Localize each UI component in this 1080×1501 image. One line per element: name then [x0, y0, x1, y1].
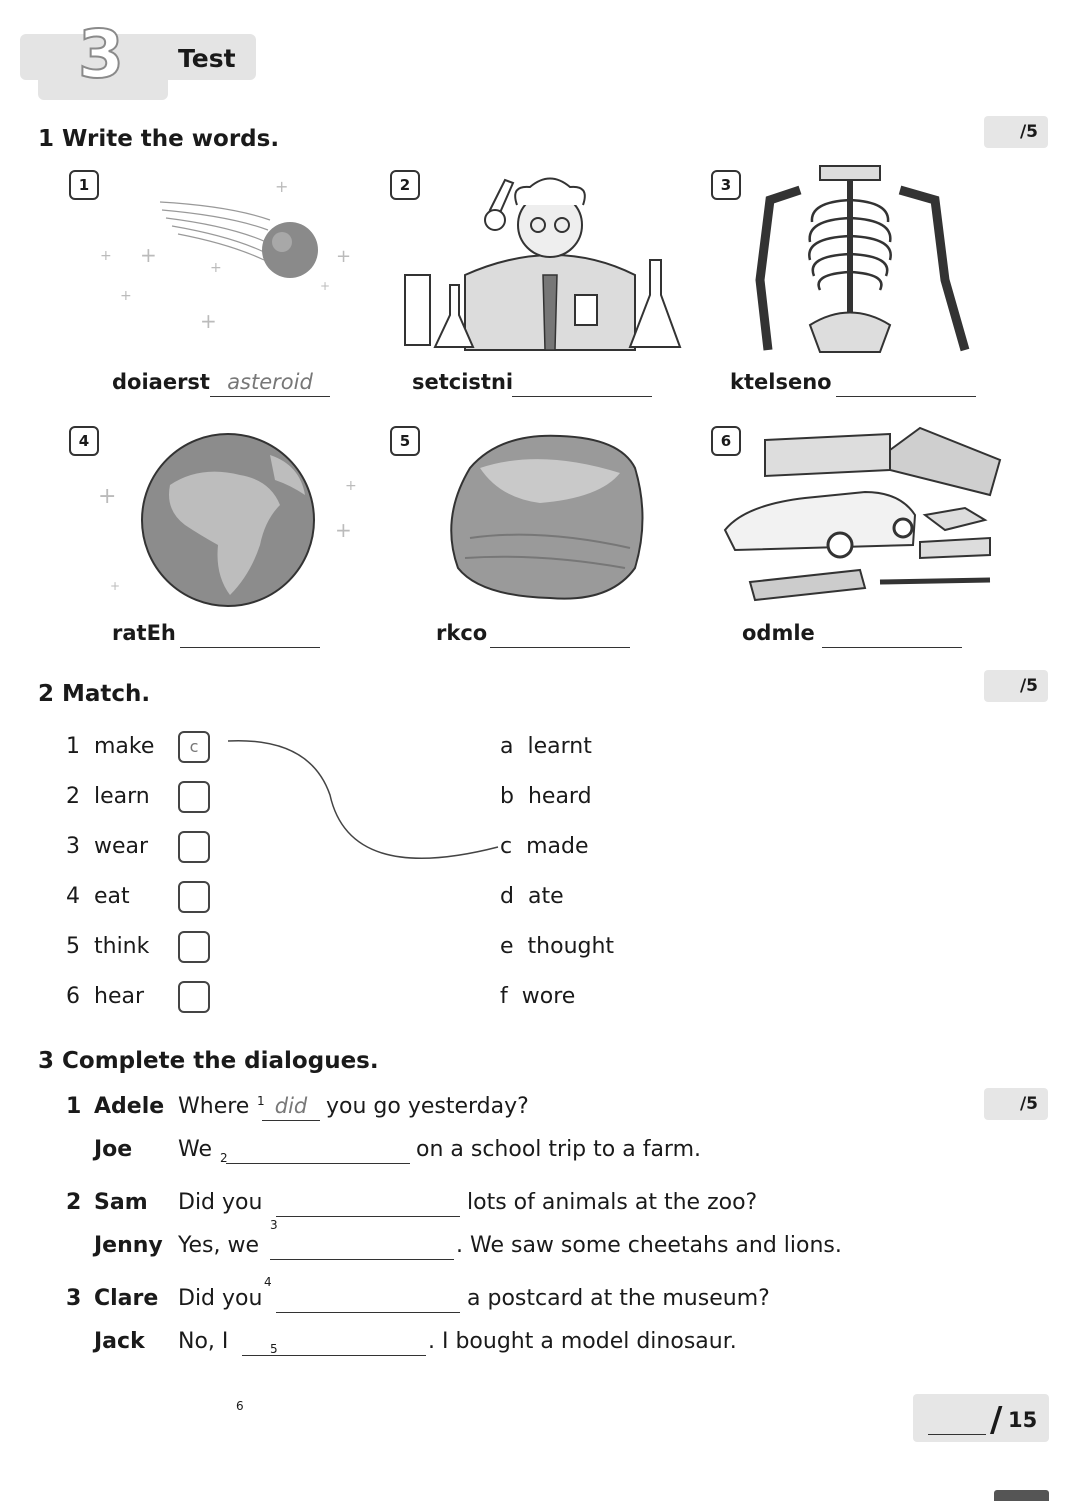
- ex3-line3-before: Did you: [178, 1190, 263, 1215]
- ex1-item1-answer[interactable]: asteroid: [210, 370, 330, 397]
- ex1-item2-answer[interactable]: [512, 370, 652, 397]
- ex3-line5-after: a postcard at the museum?: [467, 1286, 770, 1311]
- ex2-right-b: [500, 784, 592, 809]
- rock-icon: [440, 428, 660, 608]
- ex2-left-word: think: [94, 934, 150, 959]
- ex2-left-4: [66, 884, 130, 909]
- ex2-right-letter: b: [500, 784, 514, 809]
- ex3-line3-speaker: Sam: [94, 1190, 148, 1215]
- ex2-answer-box-6[interactable]: [178, 981, 210, 1013]
- ex2-right-f: [500, 984, 575, 1009]
- total-score-max: 15: [1008, 1408, 1038, 1432]
- ex3-line6-before: No, I: [178, 1329, 229, 1354]
- ex1-item6-answer[interactable]: [822, 621, 962, 648]
- ex3-heading: 3 Complete the dialogues.: [38, 1048, 379, 1074]
- ex2-right-e: [500, 934, 614, 959]
- ex2-answer-box-2[interactable]: [178, 781, 210, 813]
- ex1-item4-scrambled: ratEh: [112, 621, 176, 645]
- ex2-left-2: [66, 784, 150, 809]
- ex2-left-num: 6: [66, 984, 80, 1009]
- ex3-line1-after: you go yesterday?: [326, 1094, 529, 1119]
- ex2-right-c: [500, 834, 589, 859]
- ex2-left-num: 3: [66, 834, 80, 859]
- ex3-line2-answer[interactable]: [226, 1137, 410, 1164]
- ex2-left-5: [66, 934, 149, 959]
- ex3-line3-answer[interactable]: [276, 1190, 460, 1217]
- ex2-heading: 2 Match.: [38, 681, 151, 707]
- ex2-left-num: 5: [66, 934, 80, 959]
- ex1-item3-scrambled: ktelseno: [730, 370, 832, 394]
- ex1-item3-answer[interactable]: [836, 370, 976, 397]
- total-score-slash: /: [990, 1400, 1003, 1440]
- svg-text:+: +: [100, 248, 112, 264]
- ex2-right-word: thought: [527, 934, 615, 959]
- svg-text:+: +: [120, 288, 132, 304]
- ex3-line3-number: 2: [66, 1190, 82, 1215]
- ex3-line6-sup: 6: [236, 1399, 244, 1413]
- ex3-line6-speaker: Jack: [94, 1329, 145, 1354]
- ex3-line5-answer[interactable]: [276, 1286, 460, 1313]
- svg-text:+: +: [200, 309, 217, 333]
- ex3-line2-before: We: [178, 1137, 212, 1162]
- ex3-line1-sup: 1: [257, 1094, 265, 1108]
- ex2-right-letter: c: [500, 834, 513, 859]
- ex2-left-word: eat: [94, 884, 130, 909]
- ex2-left-num: 1: [66, 734, 80, 759]
- svg-text:+: +: [336, 246, 352, 267]
- comet-icon: [80, 170, 370, 360]
- ex2-left-6: [66, 984, 144, 1009]
- ex2-answer-box-3[interactable]: [178, 831, 210, 863]
- ex2-right-a: [500, 734, 592, 759]
- ex2-right-word: heard: [527, 784, 592, 809]
- ex1-item5-answer[interactable]: [490, 621, 630, 648]
- ex1-item6-number: 6: [711, 426, 741, 456]
- svg-text:+: +: [110, 579, 121, 593]
- total-score-blank[interactable]: [928, 1434, 986, 1435]
- ex2-right-d: [500, 884, 564, 909]
- ex2-right-word: ate: [527, 884, 564, 909]
- ex2-right-word: made: [526, 834, 589, 859]
- ex1-item5-number: 5: [390, 426, 420, 456]
- ex3-line5-sup: 5: [270, 1342, 278, 1356]
- ex3-line1-answer[interactable]: did: [262, 1094, 320, 1121]
- svg-text:+: +: [140, 243, 157, 267]
- ex3-line4-sup: 4: [264, 1275, 272, 1289]
- ex3-line6-after: . I bought a model dinosaur.: [428, 1329, 737, 1354]
- svg-text:+: +: [98, 484, 117, 509]
- ex3-line3-sup: 3: [270, 1218, 278, 1232]
- unit-number: 3: [78, 16, 124, 93]
- ex1-item1-scrambled: doiaerst: [112, 370, 210, 394]
- ex1-heading: 1 Write the words.: [38, 126, 280, 152]
- ex2-left-word: learn: [94, 784, 150, 809]
- ex3-line1-before: Where: [178, 1094, 250, 1119]
- svg-text:+: +: [320, 279, 331, 293]
- scientist-icon: [395, 165, 695, 355]
- ex3-line1-speaker: Adele: [94, 1094, 165, 1119]
- ex2-answer-box-1[interactable]: c: [178, 731, 210, 763]
- ex3-line6-answer[interactable]: [242, 1329, 426, 1356]
- ex3-line1-number: 1: [66, 1094, 82, 1119]
- svg-text:+: +: [335, 518, 352, 542]
- ex2-answer-box-5[interactable]: [178, 931, 210, 963]
- ex2-right-word: learnt: [527, 734, 592, 759]
- ex1-item4-answer[interactable]: [180, 621, 320, 648]
- ex3-line4-speaker: Jenny: [94, 1233, 163, 1258]
- ex3-line3-after: lots of animals at the zoo?: [467, 1190, 758, 1215]
- ex3-line4-after: . We saw some cheetahs and lions.: [456, 1233, 842, 1258]
- ex1-item2-scrambled: setcistni: [412, 370, 514, 394]
- ex2-left-word: wear: [94, 834, 149, 859]
- ex2-right-letter: a: [500, 734, 514, 759]
- ex2-left-word: make: [94, 734, 155, 759]
- svg-text:+: +: [275, 177, 289, 196]
- ex2-left-num: 2: [66, 784, 80, 809]
- svg-text:+: +: [210, 260, 222, 276]
- ex3-line2-after: on a school trip to a farm.: [416, 1137, 702, 1162]
- skeleton-icon: [740, 160, 980, 355]
- ex1-item2-number: 2: [390, 170, 420, 200]
- ex1-item5-scrambled: rkco: [436, 621, 488, 645]
- ex3-line2-sup: 2: [220, 1151, 228, 1165]
- svg-text:+: +: [345, 478, 357, 494]
- ex2-right-letter: d: [500, 884, 514, 909]
- ex2-left-3: [66, 834, 148, 859]
- ex2-score: /5: [984, 670, 1048, 702]
- match-connector-line: [220, 735, 513, 885]
- ex3-line2-speaker: Joe: [94, 1137, 133, 1162]
- earth-icon: [90, 425, 370, 615]
- ex2-right-letter: e: [500, 934, 514, 959]
- ex2-left-num: 4: [66, 884, 80, 909]
- ex1-item3-number: 3: [711, 170, 741, 200]
- ex3-line5-number: 3: [66, 1286, 82, 1311]
- ex2-answer-box-4[interactable]: [178, 881, 210, 913]
- ex3-line4-answer[interactable]: [270, 1233, 454, 1260]
- ex2-right-word: wore: [521, 984, 576, 1009]
- ex3-line5-before: Did you: [178, 1286, 263, 1311]
- ex2-left-word: hear: [94, 984, 145, 1009]
- ex2-right-letter: f: [500, 984, 508, 1009]
- ex3-score: /5: [984, 1088, 1048, 1120]
- page-corner-mark: [994, 1490, 1049, 1501]
- model-kit-icon: [715, 420, 1005, 610]
- ex2-left-1: [66, 734, 154, 759]
- ex1-score: /5: [984, 116, 1048, 148]
- ex1-item6-scrambled: odmle: [742, 621, 815, 645]
- ex1-item1-number: 1: [69, 170, 99, 200]
- ex3-line5-speaker: Clare: [94, 1286, 159, 1311]
- ex3-line4-before: Yes, we: [178, 1233, 260, 1258]
- ex1-item4-number: 4: [69, 426, 99, 456]
- unit-title: Test: [178, 44, 236, 73]
